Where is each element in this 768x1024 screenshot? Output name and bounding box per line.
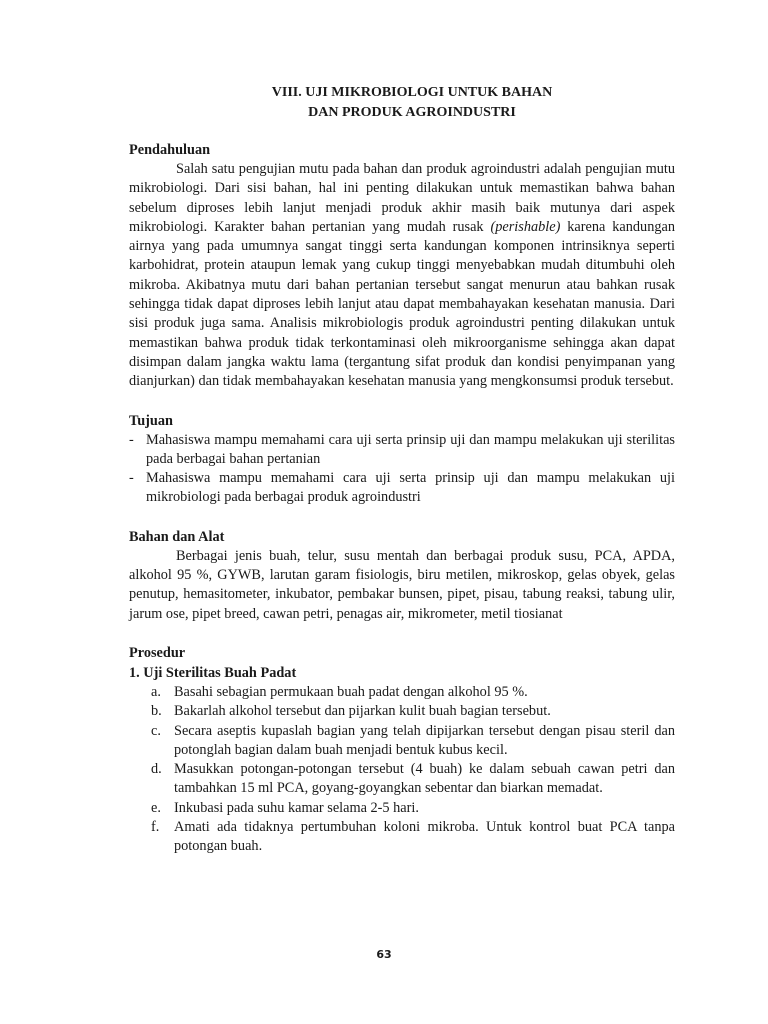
list-item [129,799,675,818]
section-tujuan [129,411,675,508]
step-marker: a. [151,683,161,700]
list-item [129,431,675,470]
step-text: Inkubasi pada suhu kamar selama 2-5 hari. [174,799,419,816]
chapter-title-line-1: VIII. UJI MIKROBIOLOGI UNTUK BAHAN [271,85,553,100]
list-item-text: Mahasiswa mampu memahami cara uji serta prinsip uji dan mampu melakukan uji sterilitas pada berbagai bahan pertanian [146,431,675,467]
bahan-alat-paragraph: Berbagai jenis buah, telur, susu mentah dan berbagai produk susu, PCA, APDA, alkohol 95 %, GYWB, larutan garam fisiologis, biru metilen, mikroskop, gelas obyek, gelas penutup, hemasitometer, inkubator, pembakar bunsen, pipet, pisau, tabung reaksi, tabung ulir, jarum ose, pipet breed, cawan petri, penagas air, mikrometer, metil tiosianat [129,547,675,622]
document-page [129,83,675,876]
tujuan-list [129,431,675,508]
section-bahan-alat [129,527,675,624]
section-heading-pendahuluan: Pendahuluan [129,142,211,158]
step-text: Basahi sebagian permukaan buah padat dengan alkohol 95 %. [174,683,528,700]
pendahuluan-text-part-2: karena kandungan airnya yang pada umumnya sangat tinggi serta kandungan komponen intrinsiknya seperti karbohidrat, protein ataupun lemak yang cukup tinggi menyebabkan mudah ditumbuhi oleh mikroba. Akibatnya mutu dari bahan pertanian tersebut sangat menurun atau bahkan rusak sehingga tidak dapat diproses lebih lanjut atau dapat membahayakan kesehatan manusia. Dari sisi produk juga sama. Analisis mikrobiologis produk agroindustri penting dilakukan untuk memastikan bahwa produk tidak terkontaminasi oleh mikroorganisme sehingga akan dapat disimpan dalam jangka waktu lama (tergantung sifat produk dan kondisi penyimpanan yang dianjurkan) dan tidak membahayakan kesehatan manusia yang mengkonsumsi produk tersebut. [129,218,675,390]
chapter-title-line-2: DAN PRODUK AGROINDUSTRI [308,105,516,120]
procedure-steps-list [129,683,675,857]
pendahuluan-text-part-1: Salah satu pengujian mutu pada bahan dan produk agroindustri adalah pengujian mutu mikrobiologi. Dari sisi bahan, hal ini penting dilakukan untuk memastikan bahwa bahan sebelum diproses lebih lanjut menjadi produk akhir masih baik mutunya dari aspek mikrobiologi. Karakter bahan pertanian yang mudah rusak [129,161,675,235]
step-text: Bakarlah alkohol tersebut dan pijarkan kulit buah bagian tersebut. [174,703,551,720]
list-item [129,818,675,857]
list-item [129,683,675,702]
section-heading-prosedur: Prosedur [129,644,186,661]
page-number: 63 [376,948,392,961]
procedure-subheading: 1. Uji Sterilitas Buah Padat [129,664,297,681]
step-marker: e. [151,799,161,816]
section-heading-tujuan: Tujuan [129,412,173,429]
list-item [129,760,675,799]
list-item [129,722,675,761]
chapter-title [129,83,675,123]
list-dash-marker: - [129,470,134,487]
step-marker: c. [151,722,161,739]
section-heading-bahan-alat: Bahan dan Alat [129,528,225,545]
section-pendahuluan [129,140,675,392]
list-item-text: Mahasiswa mampu memahami cara uji serta prinsip uji dan mampu melakukan uji mikrobiologi pada berbagai produk agroindustri [146,470,675,506]
step-text: Secara aseptis kupaslah bagian yang telah dipijarkan tersebut dengan pisau steril dan potonglah bagian dalam buah menjadi bentuk kubus kecil. [174,722,675,758]
step-marker: b. [151,703,162,720]
step-marker: d. [151,761,162,778]
step-text: Masukkan potongan-potongan tersebut (4 buah) ke dalam sebuah cawan petri dan tambahkan 15 ml PCA, goyang-goyangkan sebentar dan biarkan memadat. [174,761,675,797]
pendahuluan-italic-term: (perishable) [490,218,561,235]
list-item [129,702,675,721]
list-item [129,469,675,508]
step-text: Amati ada tidaknya pertumbuhan koloni mikroba. Untuk kontrol buat PCA tanpa potongan buah. [174,819,675,855]
step-marker: f. [151,819,160,836]
list-dash-marker: - [129,431,134,448]
section-prosedur [129,643,675,857]
pendahuluan-paragraph [129,160,675,392]
